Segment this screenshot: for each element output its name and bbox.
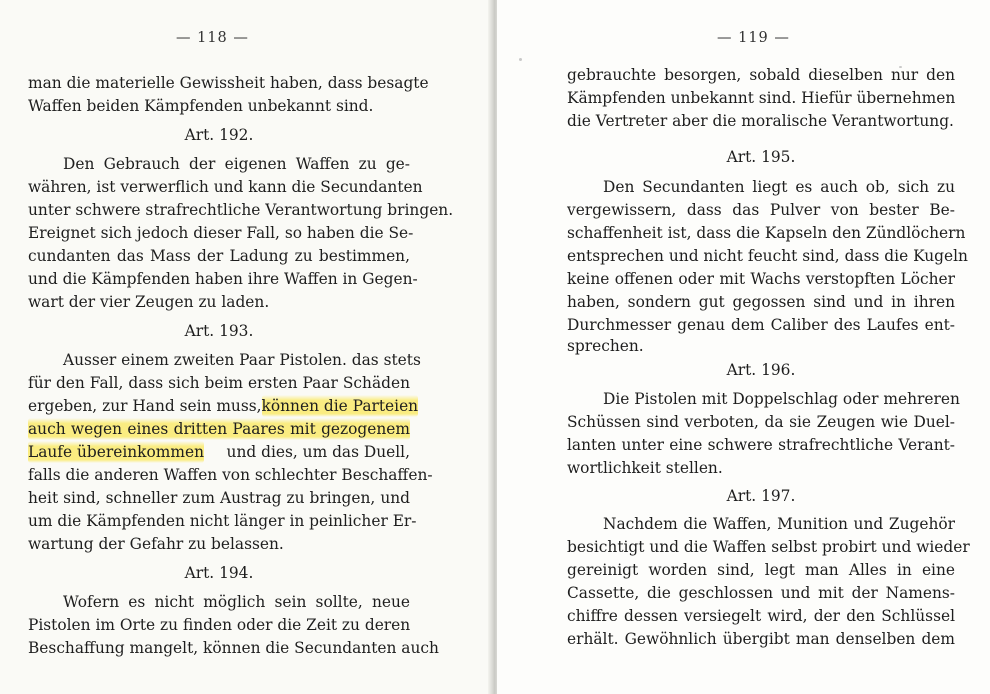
page-number-right: — 119 — [717, 30, 790, 46]
article-heading: Art. 194. [184, 564, 254, 582]
left-page [0, 0, 492, 694]
text-line: haben, sondern gut gegossen sind und in ihren [567, 293, 955, 311]
article-heading: Art. 196. [726, 361, 796, 379]
paper-speck [519, 58, 522, 61]
text-line: chiffre dessen versiegelt wird, der den Schlüssel [567, 607, 955, 625]
article-heading: Art. 197. [726, 487, 796, 505]
highlighted-text: können die Parteien [261, 397, 419, 415]
article-heading: Art. 192. [184, 126, 254, 144]
text-line: Schüssen sind verboten, da sie Zeugen wie Duel- [567, 413, 955, 431]
text-line: Beschaffung mangelt, können die Secundanten auch [28, 639, 439, 657]
text-line: für den Fall, dass sich beim ersten Paar Schäden [28, 374, 410, 392]
highlighted-text: auch wegen eines dritten Paares mit gezogenem [28, 420, 410, 438]
article-heading: Art. 193. [184, 322, 254, 340]
text-line: wart der vier Zeugen zu laden. [28, 293, 270, 311]
text-line: gebrauchte besorgen, sobald dieselben nur den [567, 66, 955, 84]
text-line: Wofern es nicht möglich sein sollte, neue [63, 593, 410, 611]
text-line: Cassette, die geschlossen und mit der Namens- [567, 584, 955, 602]
text-line: unter schwere strafrechtliche Verantwortung bringen. [28, 201, 454, 219]
article-heading: Art. 195. [726, 148, 796, 166]
text-line: entsprechen und nicht feucht sind, dass die Kugeln [567, 247, 968, 265]
text-line: sprechen. [567, 337, 644, 355]
highlighted-text: Laufe übereinkommen [28, 443, 204, 461]
text-line: die Vertreter aber die moralische Verantwortung. [567, 112, 954, 130]
text-line: Kämpfenden unbekannt sind. Hiefür übernehmen [567, 89, 956, 107]
text-line: Den Gebrauch der eigenen Waffen zu ge- [63, 155, 410, 173]
text-line [28, 395, 419, 417]
text-line: wortlichkeit stellen. [567, 459, 723, 477]
text-line: gereinigt worden sind, legt man Alles in eine [567, 561, 955, 579]
text-line: schaffenheit ist, dass die Kapseln den Zündlöchern [567, 224, 966, 242]
text-line: und die Kämpfenden haben ihre Waffen in Gegen- [28, 270, 418, 288]
right-page [497, 0, 990, 694]
text-line: Ereignet sich jedoch dieser Fall, so haben die Se- [28, 224, 414, 242]
text-segment: und dies, um das Duell, [226, 443, 410, 461]
text-line: Waffen beiden Kämpfenden unbekannt sind. [28, 97, 374, 115]
text-line: erhält. Gewöhnlich übergibt man denselben dem [567, 630, 955, 648]
text-line [28, 441, 410, 463]
text-line: Die Pistolen mit Doppelschlag oder mehreren [603, 390, 960, 408]
text-line: währen, ist verwerflich und kann die Secundanten [28, 178, 423, 196]
text-line: man die materielle Gewissheit haben, dass besagte [28, 74, 429, 92]
text-line: wartung der Gefahr zu belassen. [28, 535, 284, 553]
text-line: Den Secundanten liegt es auch ob, sich zu [603, 178, 955, 196]
page-number-left: — 118 — [176, 30, 249, 46]
text-line: Nachdem die Waffen, Munition und Zugehör [603, 515, 955, 533]
text-line: lanten unter eine schwere strafrechtliche Verant- [567, 436, 955, 454]
text-line: heit sind, schneller zum Austrag zu bringen, und [28, 489, 410, 507]
text-line: vergewissern, dass das Pulver von bester Be- [567, 201, 955, 219]
text-line: falls die anderen Waffen von schlechter Beschaffen- [28, 466, 433, 484]
text-line: Pistolen im Orte zu finden oder die Zeit zu deren [28, 616, 411, 634]
text-line: besichtigt und die Waffen selbst probirt und wieder [567, 538, 970, 556]
text-line: um die Kämpfenden nicht länger in peinlicher Er- [28, 512, 417, 530]
text-line: keine offenen oder mit Wachs verstopften Löcher [567, 270, 955, 288]
text-line: cundanten das Mass der Ladung zu bestimmen, [28, 247, 410, 265]
text-segment: ergeben, zur Hand sein muss, [28, 397, 262, 415]
text-line: Durchmesser genau dem Caliber des Laufes ent- [567, 316, 955, 334]
text-line: Ausser einem zweiten Paar Pistolen. das stets [63, 351, 421, 369]
